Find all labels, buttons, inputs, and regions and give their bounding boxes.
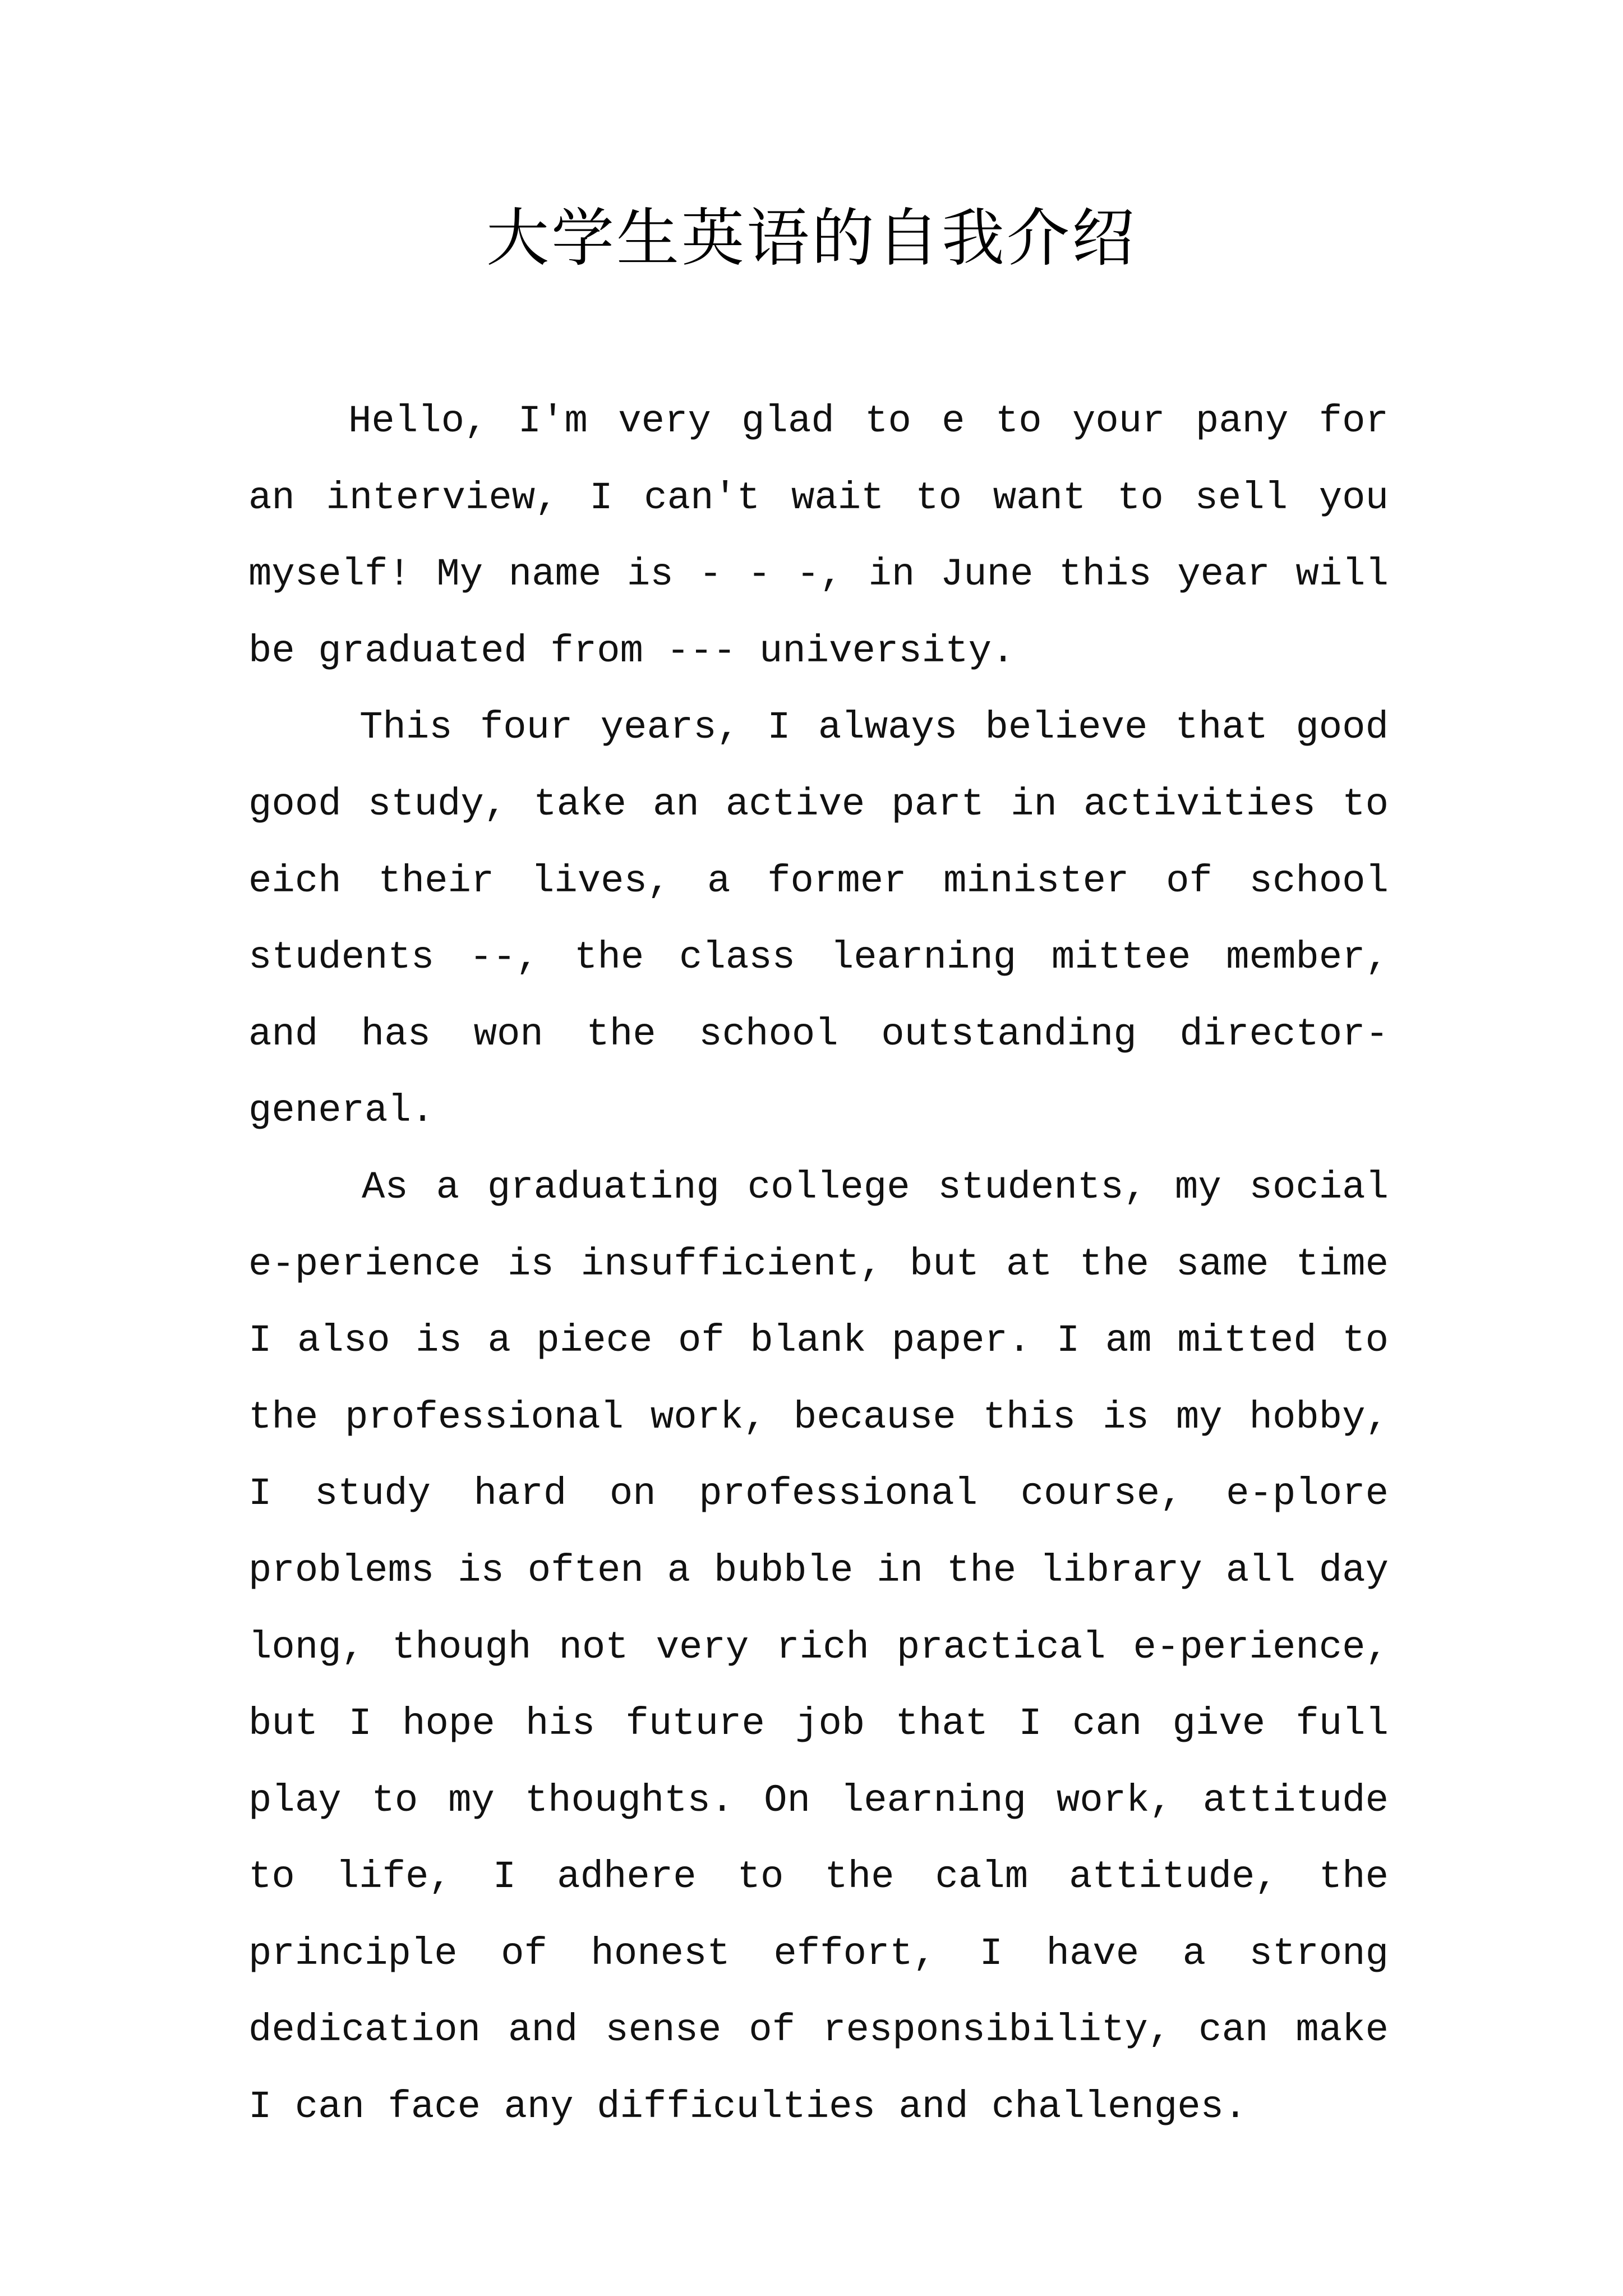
- paragraph-graduate-experience: As a graduating college students, my social e-perience is insufficient, but at the same time I also is a piece of blank paper. I am mitted to the professional work, because this is my hobby, I study hard on professional course, e-plore problems is often a bubble in the library all day long, though not very rich practical e-perience, but I hope his future job that I can give full play to my thoughts. On learning work, attitude to life, I adhere to the calm attitude, the principle of honest effort, I have a strong dedication and sense of responsibility, can make I can face any difficulties and challenges.: [248, 1165, 1389, 2129]
- paragraph-study-years: This four years, I always believe that good good study, take an active part in activities to eich their lives, a former minister of school students --, the class learning mittee member, and has won the school outstanding director-general.: [248, 706, 1389, 1133]
- paragraph-intro: Hello, I'm very glad to e to your pany for an interview, I can't wait to want to sell you myself! My name is - - -, in June this year will be graduated from --- university.: [248, 399, 1389, 673]
- document-body: [248, 383, 1389, 2146]
- document-title: 大学生英语的自我介绍: [486, 202, 1137, 275]
